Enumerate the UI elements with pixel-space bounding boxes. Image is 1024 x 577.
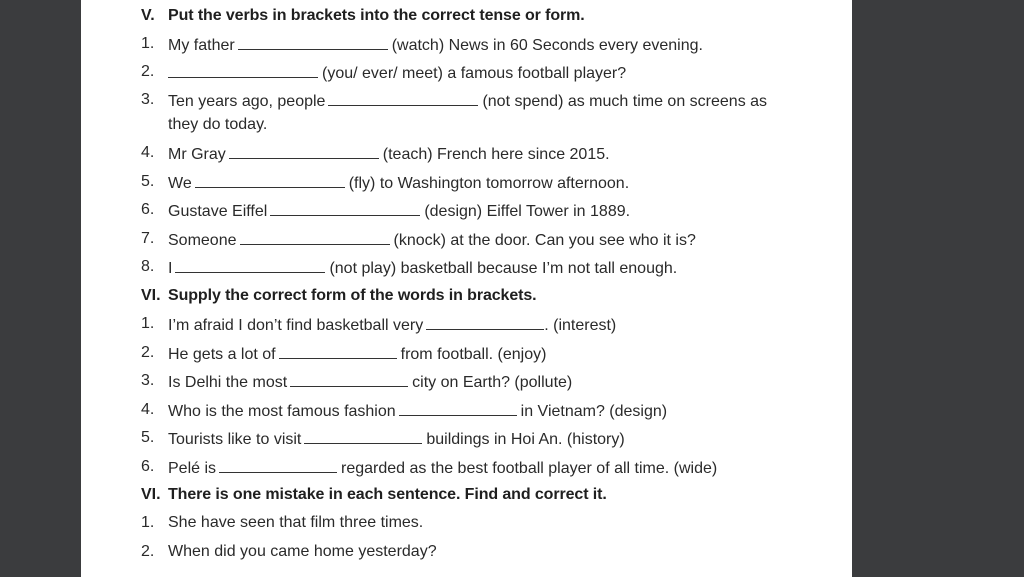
answer-blank[interactable] [426, 315, 544, 330]
exercise-item [81, 514, 852, 538]
item-number: 4. [141, 144, 155, 161]
item-text-before: Tourists like to visit [168, 431, 302, 448]
section-number: VI. [141, 287, 161, 304]
item-text-after: from football. (enjoy) [400, 346, 547, 363]
item-number: 6. [141, 458, 155, 475]
item-text-before: Ten years ago, people [168, 93, 326, 110]
answer-blank[interactable] [195, 173, 345, 188]
section-v-heading [81, 7, 852, 31]
exercise-item [81, 63, 852, 87]
exercise-item [81, 372, 852, 396]
item-text-before: Mr Gray [168, 146, 226, 163]
item-text-after: (fly) to Washington tomorrow afternoon. [348, 175, 630, 192]
section-title: Put the verbs in brackets into the correct tense or form. [168, 7, 585, 24]
exercise-item [81, 144, 852, 168]
exercise-item [81, 458, 852, 482]
item-text-before: He gets a lot of [168, 346, 276, 363]
exercise-item [81, 173, 852, 197]
item-text-before: Gustave Eiffel [168, 203, 268, 220]
exercise-item [81, 344, 852, 368]
item-number: 5. [141, 429, 155, 446]
item-text-after: . (interest) [544, 317, 617, 334]
item-number: 1. [141, 35, 155, 52]
item-text-before: Pelé is [168, 460, 217, 477]
exercise-item [81, 91, 852, 115]
item-text-after: (design) Eiffel Tower in 1889. [424, 203, 631, 220]
item-text-before: My father [168, 37, 235, 54]
answer-blank[interactable] [304, 429, 422, 444]
item-text-after: (you/ ever/ meet) a famous football player? [322, 65, 627, 82]
answer-blank[interactable] [328, 91, 478, 106]
answer-blank[interactable] [399, 401, 517, 416]
exercise-item [81, 230, 852, 254]
item-text-before: I’m afraid I don’t find basketball very [168, 317, 424, 334]
item-number: 2. [141, 543, 155, 560]
exercise-item [81, 429, 852, 453]
item-text: She have seen that film three times. [168, 514, 424, 531]
section-vi-heading [81, 287, 852, 311]
exercise-item [81, 201, 852, 225]
item-number: 1. [141, 514, 155, 531]
item-number: 7. [141, 230, 155, 247]
answer-blank[interactable] [290, 372, 408, 387]
item-text-after: regarded as the best football player of all time. (wide) [341, 460, 718, 477]
item-number: 4. [141, 401, 155, 418]
item-number: 2. [141, 63, 155, 80]
item-number: 3. [141, 372, 155, 389]
item-number: 2. [141, 344, 155, 361]
answer-blank[interactable] [238, 35, 388, 50]
item-text-after: city on Earth? (pollute) [412, 374, 573, 391]
item-text-after: (watch) News in 60 Seconds every evening. [391, 37, 703, 54]
item-text-after: (teach) French here since 2015. [382, 146, 610, 163]
item-text-before: Who is the most famous fashion [168, 403, 396, 420]
item-text-after: in Vietnam? (design) [520, 403, 668, 420]
item-number: 1. [141, 315, 155, 332]
section-title: Supply the correct form of the words in brackets. [168, 287, 537, 304]
item-text-after: buildings in Hoi An. (history) [426, 431, 625, 448]
exercise-item [81, 315, 852, 339]
item-number: 5. [141, 173, 155, 190]
item-number: 6. [141, 201, 155, 218]
item-number: 3. [141, 91, 155, 108]
item-text-before: We [168, 175, 192, 192]
item-text-before: Someone [168, 232, 237, 249]
exercise-item [81, 401, 852, 425]
section-number: V. [141, 7, 155, 24]
answer-blank[interactable] [168, 63, 318, 78]
exercise-item-continuation [81, 116, 852, 140]
item-number: 8. [141, 258, 155, 275]
answer-blank[interactable] [175, 258, 325, 273]
answer-blank[interactable] [229, 144, 379, 159]
item-text-before: I [168, 260, 173, 277]
item-text-continuation: they do today. [168, 116, 268, 133]
item-text-after: (knock) at the door. Can you see who it is? [393, 232, 696, 249]
exercise-item [81, 258, 852, 282]
section-title: There is one mistake in each sentence. Find and correct it. [168, 486, 607, 503]
answer-blank[interactable] [240, 230, 390, 245]
item-text-after: (not spend) as much time on screens as [482, 93, 768, 110]
exercise-item [81, 543, 852, 567]
section-number: VI. [141, 486, 161, 503]
section-vi-mistake-heading [81, 486, 852, 510]
answer-blank[interactable] [270, 201, 420, 216]
document-page [81, 0, 852, 577]
answer-blank[interactable] [219, 458, 337, 473]
item-text-after: (not play) basketball because I’m not tall enough. [329, 260, 678, 277]
item-text-before: Is Delhi the most [168, 374, 288, 391]
answer-blank[interactable] [279, 344, 397, 359]
exercise-item [81, 35, 852, 59]
item-text: When did you came home yesterday? [168, 543, 437, 560]
